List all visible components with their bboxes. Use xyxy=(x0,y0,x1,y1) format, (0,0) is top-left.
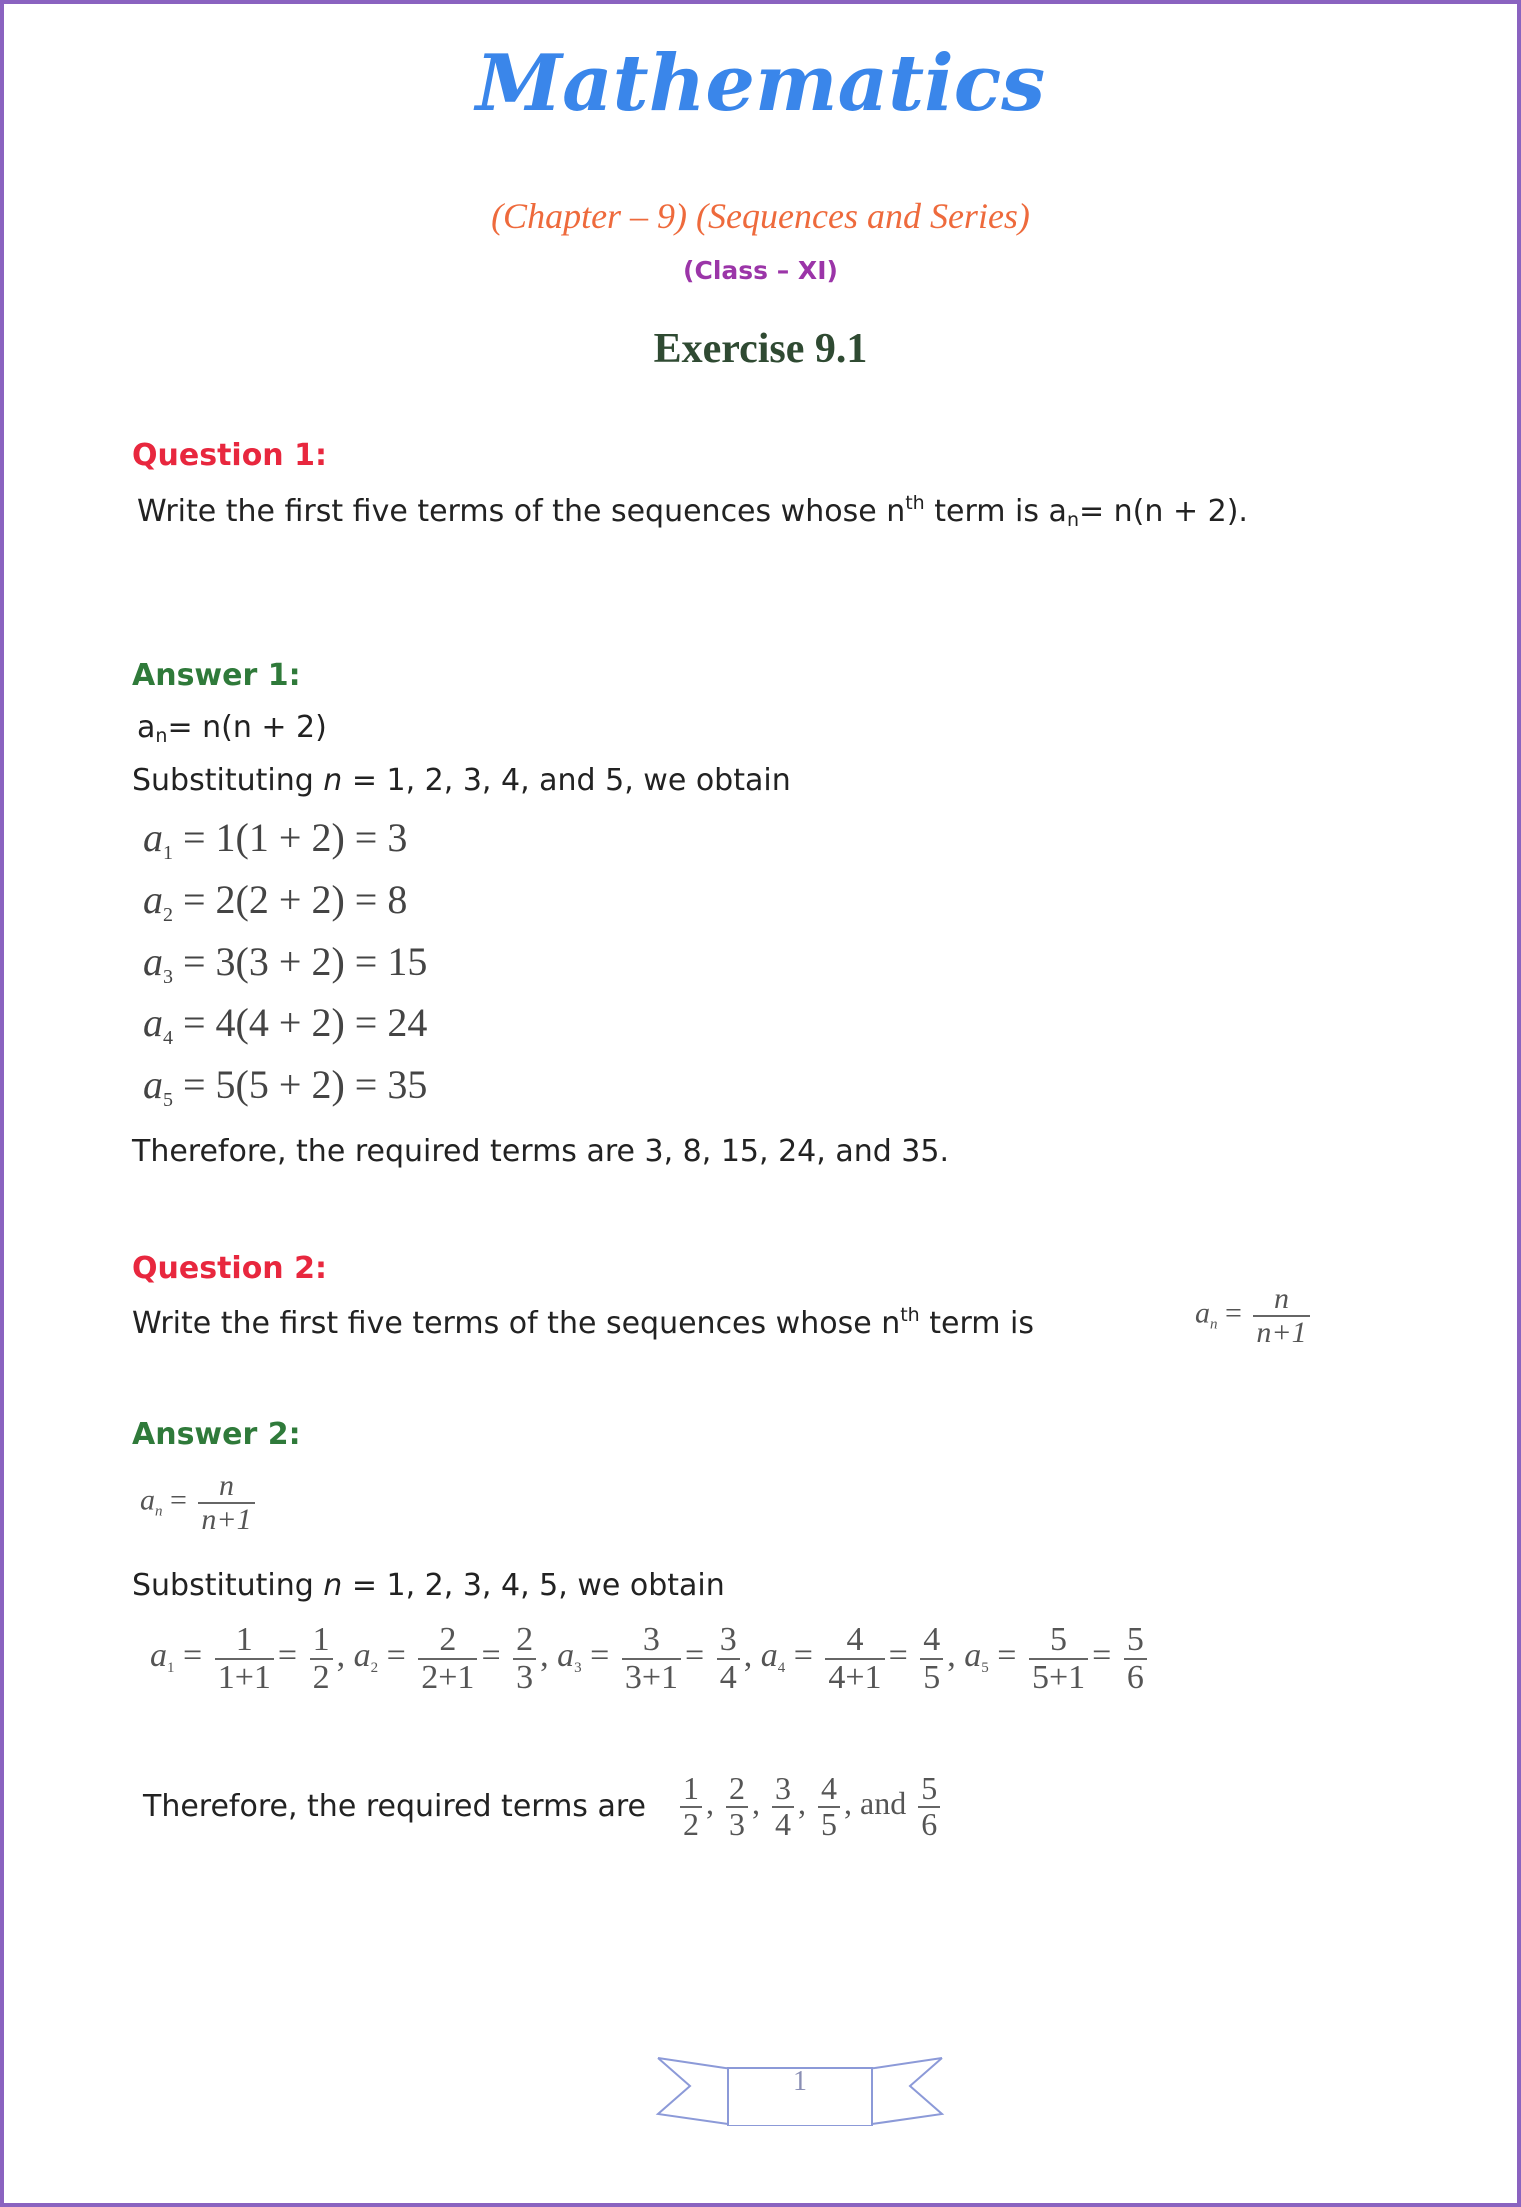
question-2-heading: Question 2: xyxy=(132,1251,327,1286)
q1-text-part: term is a xyxy=(924,494,1067,529)
fraction xyxy=(680,1772,702,1841)
answer-1-step: $a_5 = 5(5 + 2) = 35$ xyxy=(143,1062,428,1111)
formula-part: a xyxy=(137,710,156,745)
text-part: = 1, 2, 3, 4, 5, we obtain xyxy=(342,1568,725,1603)
fraction xyxy=(726,1772,748,1841)
term: $a_3$ = $\frac{3}{3+1}$ = $\frac{3}{4}$ , xyxy=(557,1621,753,1696)
step-sub: 4 xyxy=(163,1027,173,1049)
q2-text-part: term is xyxy=(919,1306,1035,1341)
separator: , xyxy=(797,1784,806,1821)
answer-1-step: $a_1 = 1(1 + 2) = 3$ xyxy=(143,815,408,864)
exercise-heading: Exercise 9.1 xyxy=(653,326,868,372)
answer-1-step: $a_4 = 4(4 + 2) = 24$ xyxy=(143,1000,428,1049)
numerator: 2 xyxy=(516,1621,534,1658)
denominator: 3 xyxy=(728,1805,745,1842)
q2-text-part: Write the first five terms of the sequences whose n xyxy=(132,1306,901,1341)
separator: , xyxy=(705,1784,714,1821)
numerator: 1 xyxy=(235,1621,253,1658)
page-number-ribbon xyxy=(655,2046,945,2126)
answer-1-heading: Answer 1: xyxy=(132,658,301,693)
separator: , and xyxy=(843,1784,907,1821)
q2-sup: th xyxy=(900,1304,920,1326)
numerator: 5 xyxy=(1050,1621,1068,1658)
denominator: n+1 xyxy=(201,1502,252,1536)
term: $a_2$ = $\frac{2}{2+1}$ = $\frac{2}{3}$ , xyxy=(353,1621,549,1696)
formula-part: = n(n + 2) xyxy=(167,710,327,745)
separator: , xyxy=(947,1637,956,1675)
term-sub: 3 xyxy=(574,1660,582,1677)
question-2-text xyxy=(132,1304,1034,1341)
denominator: 2 xyxy=(682,1805,699,1842)
q1-sup: th xyxy=(905,492,925,514)
denominator: 4 xyxy=(719,1658,737,1696)
fraction xyxy=(215,1622,274,1695)
fraction xyxy=(310,1622,333,1695)
formula-lhs-sub: n xyxy=(1210,1316,1218,1333)
separator: , xyxy=(743,1637,753,1675)
term: $a_5$ = $\frac{5}{5+1}$ = $\frac{5}{6}$ xyxy=(964,1637,1151,1674)
fraction xyxy=(1253,1283,1309,1348)
step-sub: 1 xyxy=(163,842,173,864)
denominator: 2 xyxy=(312,1658,330,1696)
denominator: 3 xyxy=(516,1658,534,1696)
numerator: n xyxy=(219,1469,235,1502)
term-sub: 2 xyxy=(370,1660,379,1677)
denominator: 4+1 xyxy=(828,1658,882,1696)
term: $a_1$ = $\frac{1}{1+1}$ = $\frac{1}{2}$ , xyxy=(150,1621,346,1696)
text-part: = 1, 2, 3, 4, and 5, we obtain xyxy=(342,763,791,798)
class-label: (Class – XI) xyxy=(683,256,838,285)
conclusion-text: Therefore, the required terms are xyxy=(143,1789,646,1825)
denominator: 5 xyxy=(820,1805,837,1842)
term-sub: 4 xyxy=(777,1660,786,1677)
numerator: 4 xyxy=(846,1621,864,1658)
term-sub: 5 xyxy=(981,1660,989,1677)
denominator: 1+1 xyxy=(217,1658,271,1696)
fraction xyxy=(920,1622,943,1695)
numerator: 3 xyxy=(719,1621,737,1658)
fraction xyxy=(418,1622,477,1695)
denominator: n+1 xyxy=(1256,1315,1307,1349)
fraction xyxy=(1124,1622,1147,1695)
answer-2-conclusion xyxy=(143,1772,944,1841)
step-sub: 3 xyxy=(163,966,173,988)
step-expr: = 4(4 + 2) = 24 xyxy=(173,1000,428,1045)
answer-1-formula xyxy=(137,710,327,747)
q1-sub: n xyxy=(1066,509,1079,531)
fraction xyxy=(825,1622,884,1695)
text-part: Substituting xyxy=(132,1568,324,1603)
separator: , xyxy=(336,1637,346,1675)
answer-2-formula: $a_n$ = $\frac{n}{n+1}$ xyxy=(140,1470,259,1535)
term: $a_4$ = $\frac{4}{4+1}$ = $\frac{4}{5}$ , xyxy=(760,1621,956,1696)
numerator: 1 xyxy=(682,1770,699,1806)
numerator: 2 xyxy=(728,1770,745,1806)
question-2-formula: $a_n$ = $\frac{n}{n+1}$ xyxy=(1195,1283,1314,1348)
fraction xyxy=(717,1622,740,1695)
denominator: 3+1 xyxy=(624,1658,678,1696)
numerator: 5 xyxy=(921,1770,938,1806)
numerator: 2 xyxy=(439,1621,457,1658)
numerator: 4 xyxy=(923,1621,941,1658)
fraction xyxy=(622,1622,681,1695)
numerator: 3 xyxy=(774,1770,791,1806)
step-expr: = 1(1 + 2) = 3 xyxy=(173,815,408,860)
question-1-heading: Question 1: xyxy=(132,438,327,473)
answer-1-conclusion: Therefore, the required terms are 3, 8, 15, 24, and 35. xyxy=(132,1134,950,1169)
variable: n xyxy=(323,1568,343,1603)
numerator: 1 xyxy=(312,1621,330,1658)
step-expr: = 2(2 + 2) = 8 xyxy=(173,877,408,922)
numerator: 5 xyxy=(1126,1621,1144,1658)
fraction xyxy=(772,1772,794,1841)
numerator: 4 xyxy=(820,1770,837,1806)
fraction xyxy=(198,1470,254,1535)
answer-2-substituting xyxy=(132,1568,725,1603)
formula-lhs-sub: n xyxy=(155,1503,163,1520)
fraction xyxy=(918,1772,940,1841)
denominator: 5+1 xyxy=(1031,1658,1086,1696)
step-sub: 2 xyxy=(163,904,173,926)
conclusion-fractions xyxy=(676,1772,944,1841)
q1-text-part: = n(n + 2). xyxy=(1079,494,1248,529)
chapter-subtitle: (Chapter – 9) (Sequences and Series) xyxy=(491,196,1030,236)
page-title: Mathematics xyxy=(475,38,1046,129)
step-expr: = 5(5 + 2) = 35 xyxy=(173,1062,428,1107)
fraction xyxy=(818,1772,840,1841)
answer-1-substituting xyxy=(132,763,791,798)
numerator: 3 xyxy=(642,1621,660,1658)
question-1-text xyxy=(137,492,1248,531)
answer-2-heading: Answer 2: xyxy=(132,1417,301,1452)
answer-1-step: $a_3 = 3(3 + 2) = 15$ xyxy=(143,939,428,988)
step-expr: = 3(3 + 2) = 15 xyxy=(173,939,428,984)
formula-sub: n xyxy=(155,725,168,747)
text-part: Substituting xyxy=(132,763,324,798)
separator: , xyxy=(540,1637,549,1675)
denominator: 5 xyxy=(923,1658,941,1696)
step-sub: 5 xyxy=(163,1089,173,1111)
answer-1-step: $a_2 = 2(2 + 2) = 8$ xyxy=(143,877,408,926)
term-sub: 1 xyxy=(167,1660,175,1677)
denominator: 6 xyxy=(921,1805,938,1842)
formula-lhs: a xyxy=(1195,1296,1210,1330)
separator: , xyxy=(751,1784,760,1821)
denominator: 4 xyxy=(774,1805,791,1842)
variable: n xyxy=(323,763,343,798)
denominator: 6 xyxy=(1126,1658,1144,1696)
formula-lhs: a xyxy=(140,1483,155,1517)
answer-2-terms xyxy=(150,1622,1151,1695)
numerator: n xyxy=(1274,1282,1290,1315)
q1-text-part: Write the first five terms of the sequences whose n xyxy=(137,494,906,529)
page-number: 1 xyxy=(793,2066,807,2097)
fraction xyxy=(1029,1622,1088,1695)
denominator: 2+1 xyxy=(421,1658,475,1696)
fraction xyxy=(513,1622,536,1695)
